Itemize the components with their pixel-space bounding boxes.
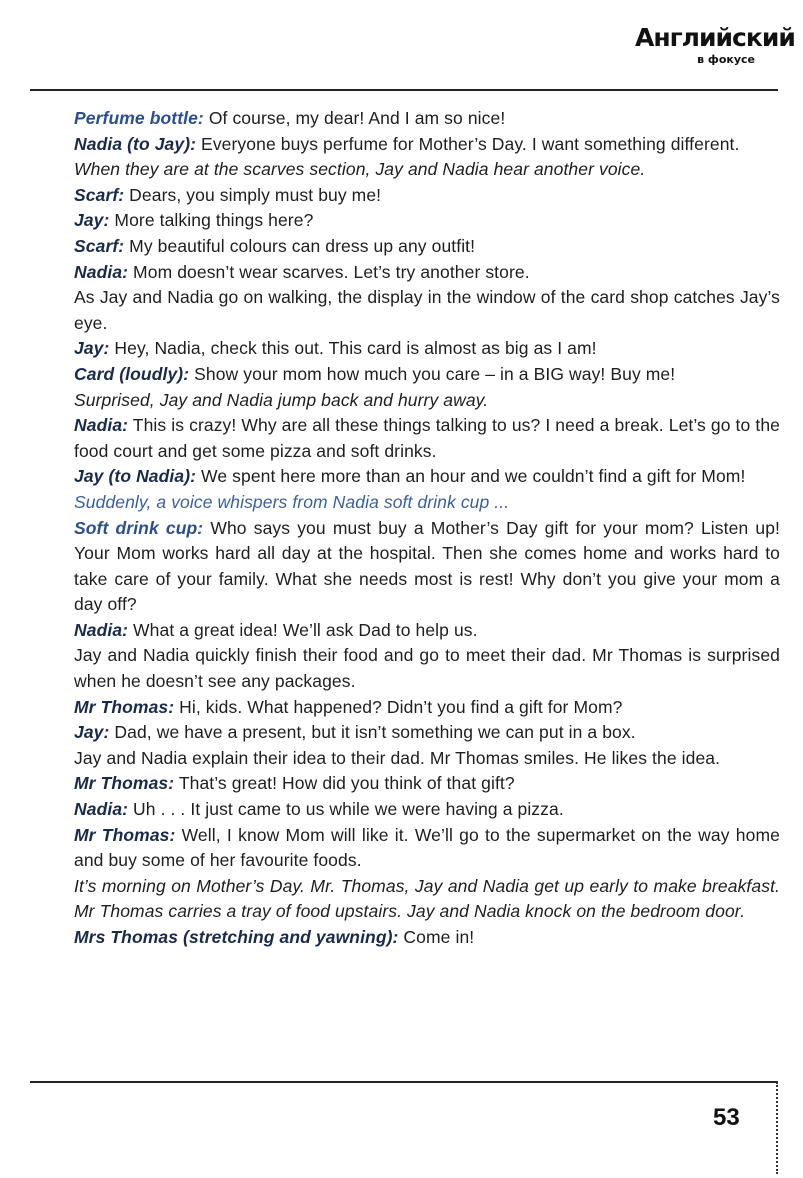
dialogue-line	[74, 823, 780, 874]
dialogue-line	[74, 362, 780, 388]
speech-text: Everyone buys perfume for Mother’s Day. I want something different.	[196, 133, 740, 154]
dialogue-line	[74, 797, 780, 823]
speech-text: Of course, my dear! And I am so nice!	[203, 108, 506, 128]
speaker-name: Jay:	[74, 210, 110, 231]
footer-rule	[30, 1081, 778, 1083]
speech-text: This is crazy! Why are all these things talking to us? I need a break. Let’s go to the food court and get some pizza and soft drinks.	[74, 415, 780, 461]
stage-direction: Suddenly, a voice whispers from Nadia soft drink cup ...	[74, 491, 510, 512]
dialogue-line	[74, 464, 780, 490]
dialogue-line	[74, 234, 780, 260]
speech-text: Well, I know Mom will like it. We’ll go to the supermarket on the way home and buy some of her favourite foods.	[74, 824, 780, 871]
speaker-name: Nadia:	[74, 415, 129, 436]
stage-direction: When they are at the scarves section, Jay and Nadia hear another voice.	[74, 159, 646, 180]
dialogue-line	[74, 183, 780, 209]
dialogue-line	[74, 925, 780, 951]
speech-text: Who says you must buy a Mother’s Day gift for your mom? Listen up! Your Mom works hard all day at the hospital. Then she comes home and works hard to take care of your family. What she needs most is rest! Why don’t you give your mom a day off?	[74, 517, 780, 615]
speaker-name: Jay:	[74, 722, 110, 743]
dialogue-text	[74, 106, 780, 951]
speech-text: Uh . . . It just came to us while we were having a pizza.	[128, 799, 564, 820]
speaker-name: Jay:	[74, 338, 110, 359]
speech-text: Dears, you simply must buy me!	[124, 184, 382, 205]
narration: Jay and Nadia explain their idea to their dad. Mr Thomas smiles. He likes the idea.	[74, 747, 721, 768]
stage-direction: Surprised, Jay and Nadia jump back and hurry away.	[74, 389, 489, 410]
speaker-name: Jay (to Nadia):	[74, 466, 197, 487]
speaker-name: Nadia:	[74, 799, 129, 820]
speaker-name: Mr Thomas:	[74, 773, 175, 794]
dialogue-line	[74, 771, 780, 797]
speaker-name: Scarf:	[74, 235, 125, 256]
speaker-name: Nadia:	[74, 619, 129, 640]
speech-text: Hi, kids. What happened? Didn’t you find a gift for Mom?	[174, 696, 623, 717]
dialogue-line	[74, 720, 780, 746]
speaker-name: Mr Thomas:	[74, 696, 175, 717]
speaker-name: Mr Thomas:	[74, 824, 176, 845]
speech-text: What a great idea! We’ll ask Dad to help us.	[128, 619, 478, 640]
dialogue-line	[74, 106, 780, 132]
speech-text: We spent here more than an hour and we couldn’t find a gift for Mom!	[196, 466, 746, 487]
footer-dotted-border	[776, 1082, 778, 1174]
speaker-name: Perfume bottle:	[74, 108, 204, 128]
speaker-name: Nadia:	[74, 261, 129, 282]
speech-text: Hey, Nadia, check this out. This card is almost as big as I am!	[109, 338, 597, 359]
speaker-name: Mrs Thomas (stretching and yawning):	[74, 927, 399, 947]
dialogue-line	[74, 516, 780, 618]
speaker-name: Card (loudly):	[74, 363, 190, 384]
speech-text: Come in!	[398, 927, 475, 947]
speech-text: Show your mom how much you care – in a BIG way! Buy me!	[189, 363, 676, 384]
logo-title: Английский	[635, 23, 795, 52]
narration: Jay and Nadia quickly finish their food and go to meet their dad. Mr Thomas is surprised when he doesn’t see any packages.	[74, 645, 780, 692]
dialogue-line	[74, 132, 780, 158]
dialogue-line	[74, 336, 780, 362]
dialogue-line	[74, 413, 780, 464]
logo-subtitle: в фокусе	[697, 53, 755, 66]
speaker-name: Nadia (to Jay):	[74, 133, 197, 154]
narration: As Jay and Nadia go on walking, the display in the window of the card shop catches Jay’s eye.	[74, 287, 780, 333]
speech-text: Dad, we have a present, but it isn’t something we can put in a box.	[109, 722, 636, 743]
dialogue-line	[74, 260, 780, 286]
speech-text: Mom doesn’t wear scarves. Let’s try another store.	[128, 261, 530, 282]
book-logo	[635, 23, 795, 66]
speech-text: My beautiful colours can dress up any outfit!	[124, 235, 476, 256]
header-rule	[30, 89, 778, 91]
speech-text: More talking things here?	[109, 210, 314, 231]
stage-direction: It’s morning on Mother’s Day. Mr. Thomas, Jay and Nadia get up early to make breakfast. Mr Thomas carries a tray of food upstairs. Jay and Nadia knock on the bedroom door.	[74, 875, 780, 922]
dialogue-line	[74, 618, 780, 644]
dialogue-line	[74, 208, 780, 234]
speaker-name: Scarf:	[74, 184, 125, 205]
speaker-name: Soft drink cup:	[74, 517, 204, 538]
dialogue-line	[74, 695, 780, 721]
speech-text: That’s great! How did you think of that gift?	[174, 773, 515, 794]
page-number: 53	[713, 1104, 740, 1131]
